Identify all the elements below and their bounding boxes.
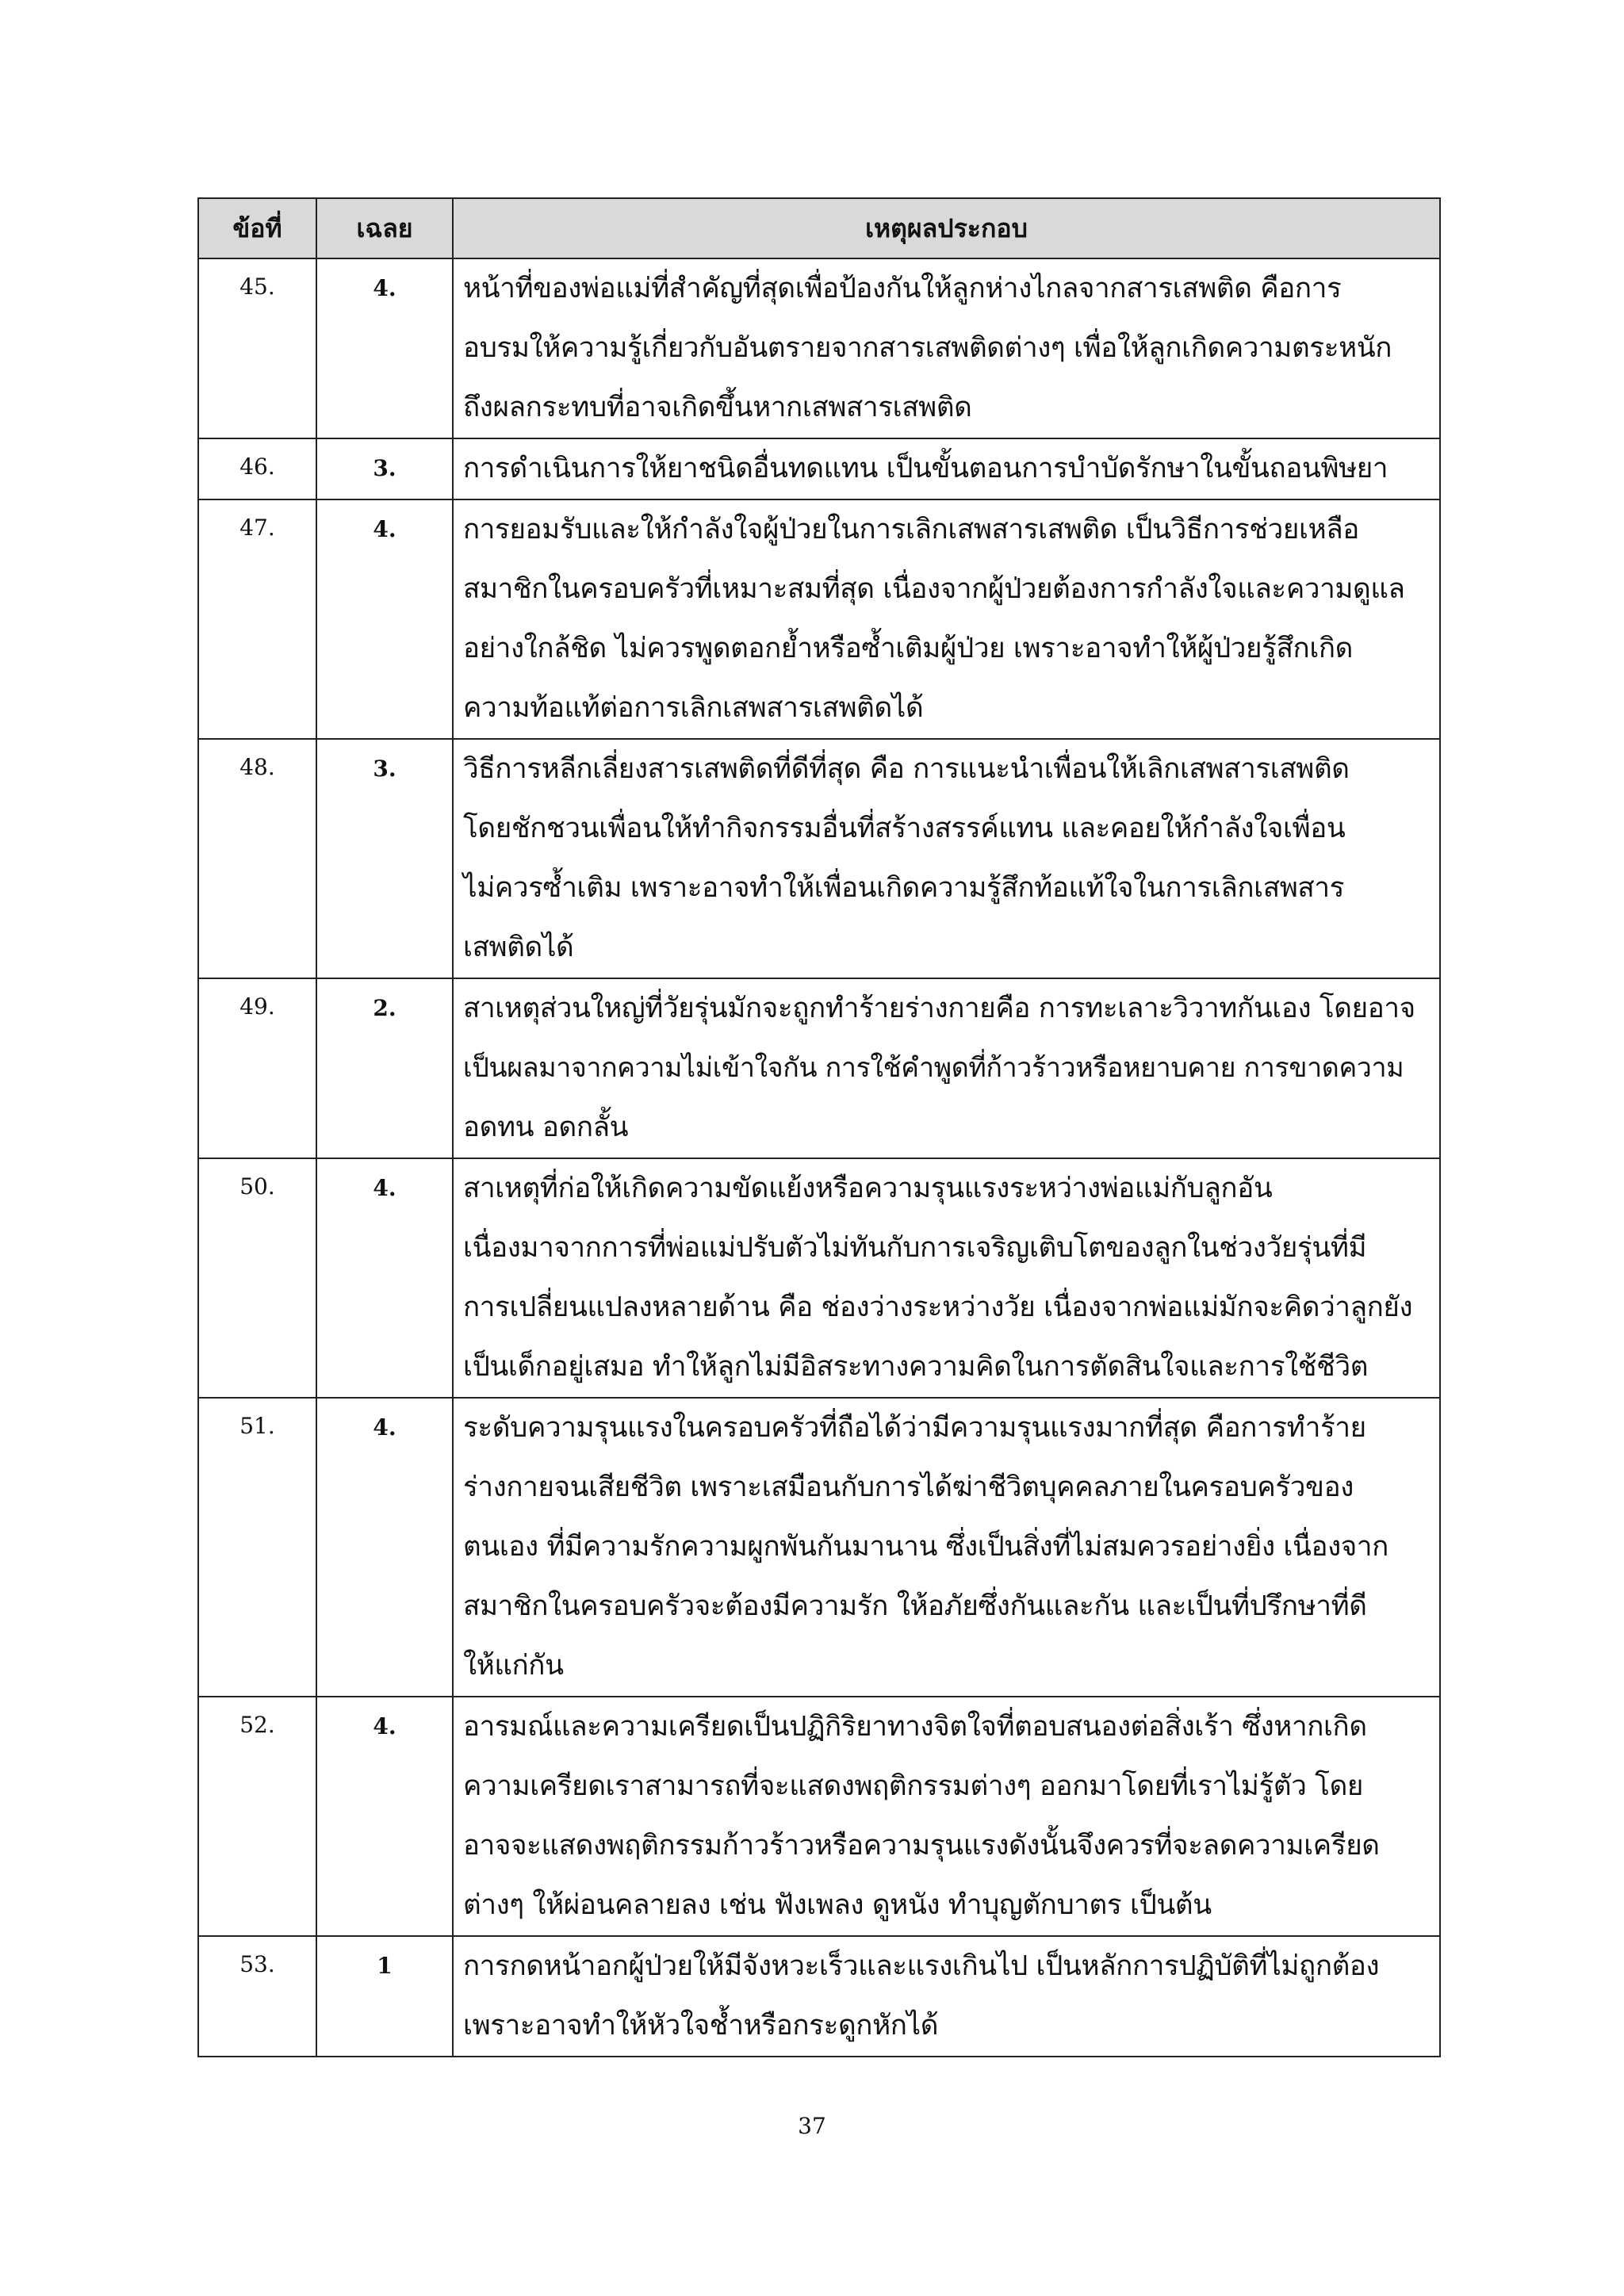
reason-line: อารมณ์และความเครียดเป็นปฏิกิริยาทางจิตใจที่ตอบสนองต่อสิ่งเร้า ซึ่งหากเกิด bbox=[463, 1711, 1367, 1743]
header-question-number: ข้อที่ bbox=[198, 198, 316, 258]
reason-line: โดยชักชวนเพื่อนให้ทำกิจกรรมอื่นที่สร้างสรรค์แทน และคอยให้กำลังใจเพื่อน bbox=[463, 813, 1346, 844]
reason-text bbox=[453, 499, 1440, 739]
table-row bbox=[198, 739, 1440, 978]
table-body bbox=[198, 258, 1440, 2057]
table-row bbox=[198, 1936, 1440, 2057]
table-row bbox=[198, 499, 1440, 739]
answer-choice: 4. bbox=[316, 1398, 453, 1697]
reason-line: เสพติดได้ bbox=[463, 932, 574, 963]
reason-line: ต่างๆ ให้ผ่อนคลายลง เช่น ฟังเพลง ดูหนัง ทำบุญตักบาตร เป็นต้น bbox=[463, 1889, 1212, 1921]
question-number: 47. bbox=[198, 499, 316, 739]
reason-line: ถึงผลกระทบที่อาจเกิดขึ้นหากเสพสารเสพติด bbox=[463, 392, 972, 423]
reason-line: ความท้อแท้ต่อการเลิกเสพสารเสพติดได้ bbox=[463, 692, 924, 724]
question-number: 49. bbox=[198, 978, 316, 1158]
reason-line: อบรมให้ความรู้เกี่ยวกับอันตรายจากสารเสพติดต่างๆ เพื่อให้ลูกเกิดความตระหนัก bbox=[463, 332, 1392, 364]
answer-choice: 4. bbox=[316, 1697, 453, 1936]
reason-line: หน้าที่ของพ่อแม่ที่สำคัญที่สุดเพื่อป้องกันให้ลูกห่างไกลจากสารเสพติด คือการ bbox=[463, 273, 1342, 304]
table-header-row bbox=[198, 198, 1440, 258]
reason-text bbox=[453, 438, 1440, 499]
answer-choice: 4. bbox=[316, 258, 453, 438]
reason-line: ความเครียดเราสามารถที่จะแสดงพฤติกรรมต่างๆ ออกมาโดยที่เราไม่รู้ตัว โดย bbox=[463, 1770, 1364, 1802]
reason-line: สาเหตุที่ก่อให้เกิดความขัดแย้งหรือความรุนแรงระหว่างพ่อแม่กับลูกอัน bbox=[463, 1173, 1273, 1204]
reason-line: ระดับความรุนแรงในครอบครัวที่ถือได้ว่ามีความรุนแรงมากที่สุด คือการทำร้าย bbox=[463, 1412, 1366, 1444]
reason-line: อย่างใกล้ชิด ไม่ควรพูดตอกย้ำหรือซ้ำเติมผู้ป่วย เพราะอาจทำให้ผู้ป่วยรู้สึกเกิด bbox=[463, 633, 1354, 664]
reason-line: การดำเนินการให้ยาชนิดอื่นทดแทน เป็นขั้นตอนการบำบัดรักษาในขั้นถอนพิษยา bbox=[463, 453, 1388, 484]
reason-line: สาเหตุส่วนใหญ่ที่วัยรุ่นมักจะถูกทำร้ายร่างกายคือ การทะเลาะวิวาทกันเอง โดยอาจ bbox=[463, 993, 1415, 1024]
table-row bbox=[198, 1398, 1440, 1697]
table-row bbox=[198, 978, 1440, 1158]
reason-text bbox=[453, 739, 1440, 978]
reason-line: ให้แก่กัน bbox=[463, 1650, 564, 1682]
answer-choice: 2. bbox=[316, 978, 453, 1158]
reason-line: เป็นเด็กอยู่เสมอ ทำให้ลูกไม่มีอิสระทางความคิดในการตัดสินใจและการใช้ชีวิต bbox=[463, 1351, 1369, 1383]
question-number: 45. bbox=[198, 258, 316, 438]
answer-key-table bbox=[197, 197, 1441, 2057]
question-number: 51. bbox=[198, 1398, 316, 1697]
page-number: 37 bbox=[798, 2113, 826, 2139]
reason-line: ตนเอง ที่มีความรักความผูกพันกันมานาน ซึ่งเป็นสิ่งที่ไม่สมควรอย่างยิ่ง เนื่องจาก bbox=[463, 1531, 1388, 1563]
reason-line: อาจจะแสดงพฤติกรรมก้าวร้าวหรือความรุนแรงดังนั้นจึงควรที่จะลดความเครียด bbox=[463, 1830, 1380, 1862]
reason-line: เนื่องมาจากการที่พ่อแม่ปรับตัวไม่ทันกับการเจริญเติบโตของลูกในช่วงวัยรุ่นที่มี bbox=[463, 1232, 1367, 1264]
answer-choice: 4. bbox=[316, 499, 453, 739]
answer-choice: 3. bbox=[316, 739, 453, 978]
question-number: 52. bbox=[198, 1697, 316, 1936]
table-row bbox=[198, 1158, 1440, 1398]
reason-line: สมาชิกในครอบครัวที่เหมาะสมที่สุด เนื่องจากผู้ป่วยต้องการกำลังใจและความดูแล bbox=[463, 573, 1405, 605]
reason-line: วิธีการหลีกเลี่ยงสารเสพติดที่ดีที่สุด คือ การแนะนำเพื่อนให้เลิกเสพสารเสพติด bbox=[463, 753, 1350, 785]
reason-text bbox=[453, 1936, 1440, 2057]
reason-text bbox=[453, 978, 1440, 1158]
reason-line: การเปลี่ยนแปลงหลายด้าน คือ ช่องว่างระหว่างวัย เนื่องจากพ่อแม่มักจะคิดว่าลูกยัง bbox=[463, 1292, 1413, 1323]
question-number: 46. bbox=[198, 438, 316, 499]
answer-choice: 3. bbox=[316, 438, 453, 499]
answer-choice: 4. bbox=[316, 1158, 453, 1398]
reason-line: เพราะอาจทำให้หัวใจช้ำหรือกระดูกหักได้ bbox=[463, 2010, 939, 2042]
reason-line: การยอมรับและให้กำลังใจผู้ป่วยในการเลิกเสพสารเสพติด เป็นวิธีการช่วยเหลือ bbox=[463, 514, 1359, 545]
reason-line: ร่างกายจนเสียชีวิต เพราะเสมือนกับการได้ฆ่าชีวิตบุคคลภายในครอบครัวของ bbox=[463, 1471, 1354, 1503]
header-answer: เฉลย bbox=[316, 198, 453, 258]
table-row bbox=[198, 1697, 1440, 1936]
reason-text bbox=[453, 258, 1440, 438]
table-row bbox=[198, 438, 1440, 499]
answer-choice: 1 bbox=[316, 1936, 453, 2057]
reason-line: อดทน อดกลั้น bbox=[463, 1112, 629, 1143]
reason-line: เป็นผลมาจากความไม่เข้าใจกัน การใช้คำพูดที่ก้าวร้าวหรือหยาบคาย การขาดความ bbox=[463, 1052, 1404, 1084]
table-row bbox=[198, 258, 1440, 438]
reason-line: การกดหน้าอกผู้ป่วยให้มีจังหวะเร็วและแรงเกินไป เป็นหลักการปฏิบัติที่ไม่ถูกต้อง bbox=[463, 1950, 1380, 1982]
question-number: 50. bbox=[198, 1158, 316, 1398]
question-number: 48. bbox=[198, 739, 316, 978]
reason-text bbox=[453, 1398, 1440, 1697]
reason-text bbox=[453, 1697, 1440, 1936]
reason-text bbox=[453, 1158, 1440, 1398]
reason-line: ไม่ควรซ้ำเติม เพราะอาจทำให้เพื่อนเกิดความรู้สึกท้อแท้ใจในการเลิกเสพสาร bbox=[463, 872, 1344, 904]
header-reason: เหตุผลประกอบ bbox=[453, 198, 1440, 258]
question-number: 53. bbox=[198, 1936, 316, 2057]
reason-line: สมาชิกในครอบครัวจะต้องมีความรัก ให้อภัยซึ่งกันและกัน และเป็นที่ปรึกษาที่ดี bbox=[463, 1590, 1367, 1622]
